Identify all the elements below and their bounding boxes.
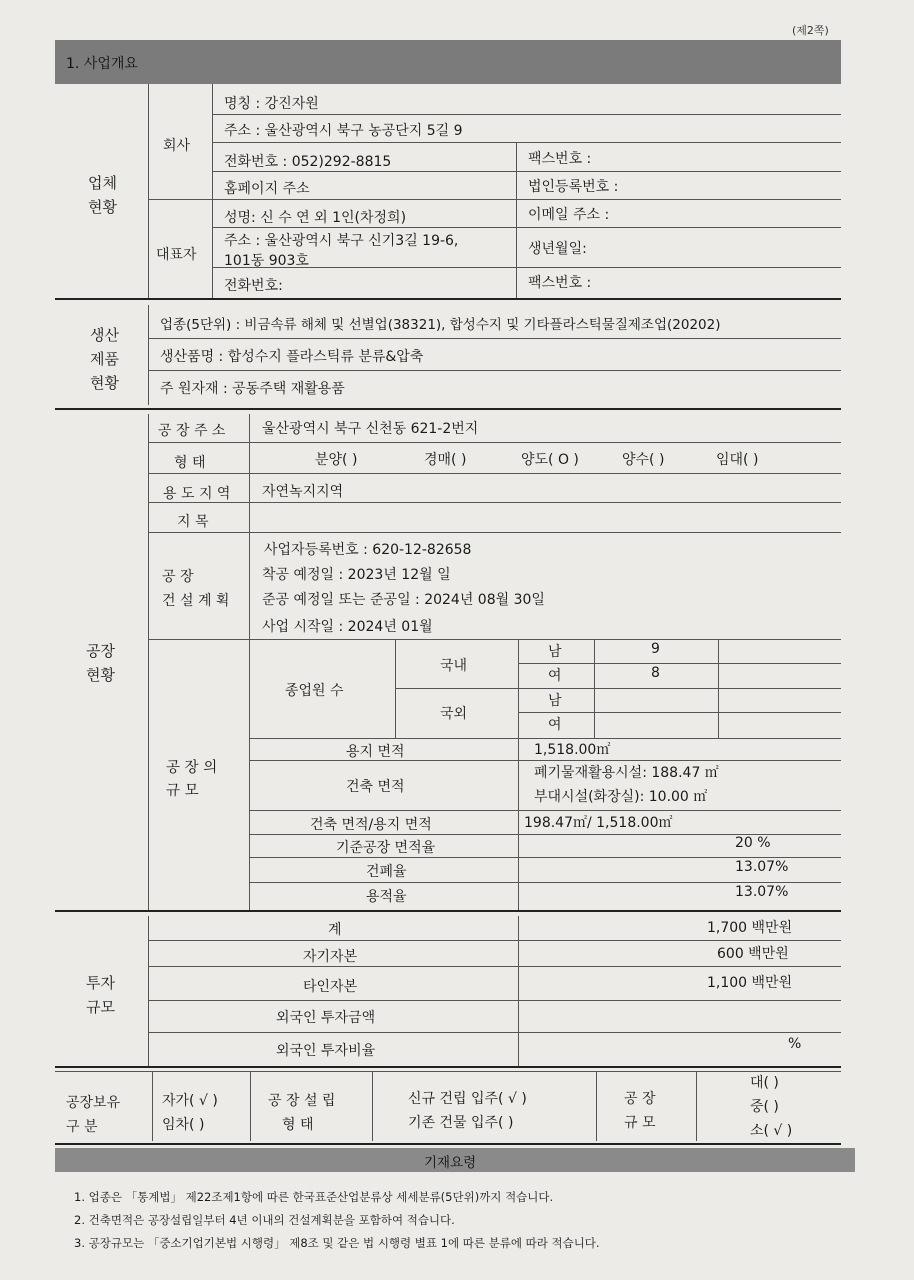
section-border bbox=[55, 408, 841, 410]
scale-small: 소( √ ) bbox=[750, 1123, 793, 1139]
company-status-label-2: 현황 bbox=[88, 198, 117, 216]
equity-value: 600 백만원 bbox=[717, 946, 789, 962]
company-fax: 팩스번호 : bbox=[528, 151, 592, 167]
ownership-top-line bbox=[55, 1071, 841, 1072]
factory-scale-label-a: 공 장 bbox=[624, 1091, 656, 1107]
construction-start-date: 착공 예정일 : 2023년 12월 일 bbox=[262, 567, 451, 583]
type-option-lease: 임대( ) bbox=[716, 452, 759, 468]
std-ratio-value: 20 % bbox=[735, 835, 771, 851]
company-row-line bbox=[148, 199, 841, 200]
rep-phone: 전화번호: bbox=[224, 278, 283, 294]
production-label-3: 현황 bbox=[90, 374, 119, 392]
investment-row-line bbox=[148, 966, 841, 967]
factory-row-line bbox=[148, 532, 841, 533]
company-address: 주소 : 울산광역시 북구 농공단지 5길 9 bbox=[224, 123, 463, 139]
building-area-label: 건축 면적 bbox=[346, 779, 405, 795]
foreign-investment-ratio-label: 외국인 투자비율 bbox=[276, 1043, 376, 1059]
domestic-female-label: 여 bbox=[548, 668, 562, 684]
domestic-male-label: 남 bbox=[548, 644, 562, 660]
production-label-2: 제품 bbox=[90, 350, 119, 368]
factory-divider bbox=[249, 414, 250, 910]
guide-note-3: 3. 공장규모는 「중소기업기본법 시행령」 제8조 및 같은 법 시행령 별표 1에 따른 분류에 따라 적습니다. bbox=[74, 1236, 600, 1250]
factory-address: 울산광역시 북구 신천동 621-2번지 bbox=[262, 421, 479, 437]
guide-note-2: 2. 건축면적은 공장설립일부터 4년 이내의 건설계획분을 포함하여 적습니다. bbox=[74, 1213, 455, 1227]
value-divider bbox=[518, 639, 519, 910]
company-status-label: 업체 bbox=[88, 174, 117, 192]
factory-scale-label-b: 규 모 bbox=[624, 1115, 656, 1131]
raw-material: 주 원자재 : 공동주택 재활용품 bbox=[160, 381, 345, 397]
debt-value: 1,100 백만원 bbox=[707, 975, 793, 991]
site-area-label: 용지 면적 bbox=[346, 744, 405, 760]
construction-plan-label-1: 공 장 bbox=[162, 569, 194, 585]
debt-label: 타인자본 bbox=[303, 979, 358, 995]
section-title: 1. 사업개요 bbox=[66, 56, 138, 72]
rep-fax: 팩스번호 : bbox=[528, 275, 592, 291]
employees-label: 종업원 수 bbox=[285, 683, 344, 699]
rep-address-1: 주소 : 울산광역시 북구 신기3길 19-6, bbox=[224, 233, 459, 249]
page-number: (제2쪽) bbox=[792, 24, 829, 37]
building-area-aux: 부대시설(화장실): 10.00 ㎡ bbox=[534, 789, 708, 805]
business-start-date: 사업 시작일 : 2024년 01월 bbox=[262, 619, 433, 635]
factory-row-line bbox=[148, 639, 841, 640]
industry-code: 업종(5단위) : 비금속류 해체 및 선별업(38321), 합성수지 및 기타플라스틱물질제조업(20202) bbox=[160, 317, 721, 333]
setup-new-build: 신규 건립 입주( √ ) bbox=[408, 1091, 527, 1107]
company-row-line bbox=[212, 227, 841, 228]
domestic-male-count: 9 bbox=[651, 641, 660, 657]
ownership-label-2: 구 분 bbox=[66, 1119, 98, 1135]
factory-scale-label-1: 공 장 의 bbox=[166, 760, 218, 776]
std-ratio-label: 기준공장 면적율 bbox=[336, 840, 436, 856]
section-border bbox=[55, 1066, 841, 1068]
coverage-value: 13.07% bbox=[735, 859, 789, 875]
rep-email: 이메일 주소 : bbox=[528, 207, 610, 223]
setup-existing-building: 기존 건물 입주( ) bbox=[408, 1115, 514, 1131]
zone-value: 자연녹지지역 bbox=[262, 484, 344, 500]
construction-plan-label-2: 건 설 계 획 bbox=[162, 593, 230, 609]
company-divider bbox=[148, 84, 149, 298]
ownership-divider bbox=[250, 1071, 251, 1141]
employees-row-line bbox=[395, 688, 841, 689]
setup-type-label-1: 공 장 설 립 bbox=[268, 1093, 336, 1109]
company-divider bbox=[516, 142, 517, 298]
type-option-auction: 경매( ) bbox=[424, 452, 467, 468]
factory-divider bbox=[148, 414, 149, 910]
coverage-label: 건폐율 bbox=[366, 864, 407, 880]
representative-label: 대표자 bbox=[156, 247, 197, 263]
business-reg-number: 사업자등록번호 : 620-12-82658 bbox=[264, 542, 472, 558]
ownership-label-1: 공장보유 bbox=[66, 1095, 121, 1111]
ownership-rent: 임차( ) bbox=[162, 1117, 205, 1133]
site-area-value: 1,518.00㎡ bbox=[534, 742, 611, 758]
ownership-divider bbox=[152, 1071, 153, 1141]
floor-area-ratio-value: 13.07% bbox=[735, 884, 789, 900]
factory-row-line bbox=[148, 473, 841, 474]
factory-row-line bbox=[249, 857, 841, 858]
land-category-label: 지 목 bbox=[177, 514, 209, 530]
ownership-divider bbox=[596, 1071, 597, 1141]
company-row-line bbox=[212, 171, 841, 172]
domestic-female-count: 8 bbox=[651, 665, 660, 681]
factory-type-label: 형 태 bbox=[174, 455, 206, 471]
product-name: 생산품명 : 합성수지 플라스틱류 분류&압축 bbox=[160, 349, 424, 365]
rep-address-2: 101동 903호 bbox=[224, 253, 309, 269]
employees-row-line bbox=[518, 663, 841, 664]
factory-label-1: 공장 bbox=[86, 642, 115, 660]
factory-row-line bbox=[148, 442, 841, 443]
equity-label: 자기자본 bbox=[303, 949, 358, 965]
floor-area-ratio-label: 용적율 bbox=[366, 889, 407, 905]
ownership-bottom-line bbox=[55, 1143, 841, 1145]
ownership-divider bbox=[696, 1071, 697, 1141]
factory-label-2: 현황 bbox=[86, 666, 115, 684]
factory-row-line bbox=[249, 882, 841, 883]
company-row-line bbox=[212, 114, 841, 115]
completion-date: 준공 예정일 또는 준공일 : 2024년 08월 30일 bbox=[262, 592, 545, 608]
production-row-line bbox=[148, 338, 841, 339]
investment-total-value: 1,700 백만원 bbox=[707, 920, 793, 936]
company-name: 명칭 : 강진자원 bbox=[224, 96, 319, 112]
factory-scale-label-2: 규 모 bbox=[166, 783, 199, 799]
foreign-investment-amount-label: 외국인 투자금액 bbox=[276, 1010, 376, 1026]
investment-divider bbox=[148, 916, 149, 1066]
ownership-divider bbox=[372, 1071, 373, 1141]
production-divider bbox=[148, 305, 149, 405]
investment-label-1: 투자 bbox=[86, 974, 115, 992]
company-divider bbox=[212, 84, 213, 298]
section-header-band bbox=[55, 40, 841, 84]
production-row-line bbox=[148, 370, 841, 371]
investment-row-line bbox=[148, 1032, 841, 1033]
factory-row-line bbox=[148, 502, 841, 503]
zone-label: 용 도 지 역 bbox=[163, 486, 231, 502]
investment-row-line bbox=[148, 940, 841, 941]
rep-birth: 생년월일: bbox=[528, 241, 587, 257]
investment-label-2: 규모 bbox=[86, 998, 115, 1016]
type-option-acquire: 양수( ) bbox=[622, 452, 665, 468]
employees-row-line bbox=[518, 712, 841, 713]
foreign-label: 국외 bbox=[440, 706, 468, 722]
factory-row-line bbox=[249, 760, 841, 761]
company-homepage: 홈페이지 주소 bbox=[224, 181, 310, 197]
company-row-line bbox=[212, 267, 841, 268]
foreign-female-label: 여 bbox=[548, 717, 562, 733]
production-label-1: 생산 bbox=[90, 326, 119, 344]
investment-total-label: 계 bbox=[328, 922, 342, 938]
section-border bbox=[55, 298, 841, 300]
domestic-label: 국내 bbox=[440, 658, 468, 674]
type-option-sale: 분양( ) bbox=[315, 452, 358, 468]
guide-note-1: 1. 업종은 「통계법」 제22조제1항에 따른 한국표준산업분류상 세세분류(5단위)까지 적습니다. bbox=[74, 1190, 554, 1204]
factory-address-label: 공 장 주 소 bbox=[158, 423, 226, 439]
company-label: 회사 bbox=[163, 138, 191, 154]
area-ratio-label: 건축 면적/용지 면적 bbox=[310, 817, 432, 833]
setup-type-label-2: 형 태 bbox=[282, 1117, 314, 1133]
scale-medium: 중( ) bbox=[750, 1099, 779, 1115]
area-ratio-value: 198.47㎡/ 1,518.00㎡ bbox=[524, 815, 673, 831]
factory-row-line bbox=[249, 810, 841, 811]
investment-row-line bbox=[148, 1000, 841, 1001]
guide-title: 기재요령 bbox=[424, 1155, 477, 1171]
investment-divider bbox=[518, 916, 519, 1066]
section-border bbox=[55, 910, 841, 912]
building-area-recycle: 폐기물재활용시설: 188.47 ㎡ bbox=[534, 765, 719, 781]
company-phone: 전화번호 : 052)292-8815 bbox=[224, 154, 392, 170]
ownership-own: 자가( √ ) bbox=[162, 1093, 218, 1109]
scale-large: 대( ) bbox=[750, 1075, 779, 1091]
foreign-investment-ratio-unit: % bbox=[788, 1036, 802, 1052]
company-row-line bbox=[212, 142, 841, 143]
foreign-male-label: 남 bbox=[548, 693, 562, 709]
rep-name: 성명: 신 수 연 외 1인(차정희) bbox=[224, 210, 407, 226]
type-option-transfer: 양도( O ) bbox=[521, 452, 579, 468]
corp-reg-number: 법인등록번호 : bbox=[528, 179, 619, 195]
